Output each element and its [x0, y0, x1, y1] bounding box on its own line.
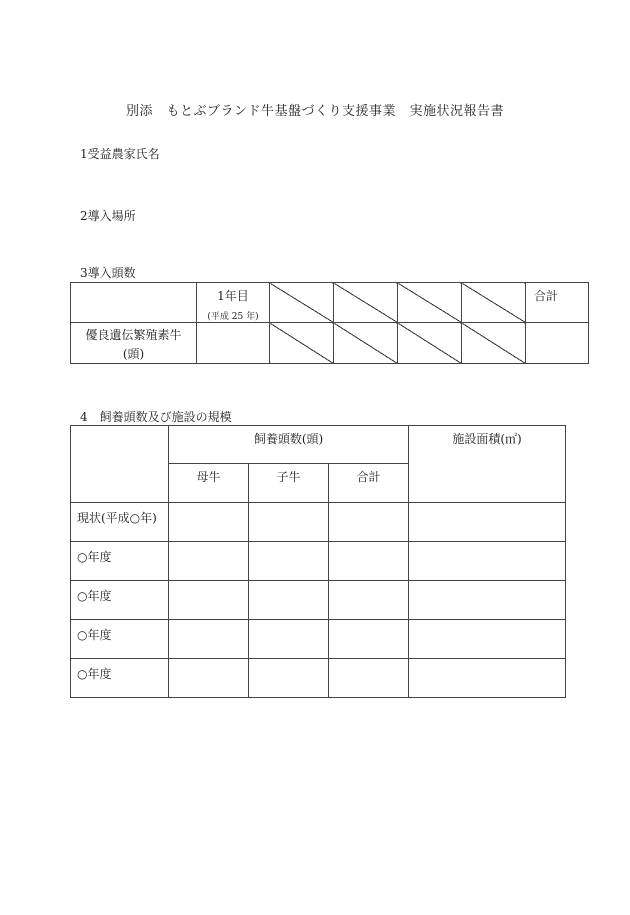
row-label: ○年度 [71, 581, 169, 620]
col-total: 合計 [329, 464, 409, 503]
scale-table [70, 425, 566, 698]
data-cell [409, 620, 566, 659]
col-calf: 子牛 [249, 464, 329, 503]
slashed-cell [334, 323, 398, 364]
row-label: ○年度 [71, 542, 169, 581]
year1-sublabel: (平成 25 年) [207, 312, 259, 322]
empty-header-cell [71, 426, 169, 503]
year1-label: 1年目 [217, 289, 249, 303]
total-header: 合計 [526, 283, 589, 323]
col-mother: 母牛 [169, 464, 249, 503]
data-cell [409, 659, 566, 698]
data-cell [329, 659, 409, 698]
slashed-cell [270, 283, 334, 323]
section-head-count: 3導入頭数 [80, 266, 136, 280]
data-cell [249, 542, 329, 581]
head-count-table [70, 282, 589, 364]
section-recipient-name: 1受益農家氏名 [80, 147, 160, 161]
total-value-cell [526, 323, 589, 364]
data-cell [329, 581, 409, 620]
header-group-herd: 飼養頭数(頭) [169, 426, 409, 464]
data-cell [249, 503, 329, 542]
empty-header-cell [71, 283, 197, 323]
data-cell [169, 581, 249, 620]
data-cell [409, 503, 566, 542]
slashed-cell [270, 323, 334, 364]
data-cell [169, 503, 249, 542]
data-cell [249, 659, 329, 698]
data-cell [329, 620, 409, 659]
year1-header [197, 283, 270, 323]
data-cell [409, 542, 566, 581]
data-cell [169, 659, 249, 698]
data-cell [249, 620, 329, 659]
section-scale: 4 飼養頭数及び施設の規模 [80, 410, 232, 424]
year1-value-cell [197, 323, 270, 364]
header-facility-area: 施設面積(㎡) [409, 426, 566, 503]
slashed-cell [398, 323, 462, 364]
document-title: 別添 もとぶブランド牛基盤づくり支援事業 実施状況報告書 [125, 104, 504, 119]
row-label: ○年度 [71, 620, 169, 659]
data-cell [169, 620, 249, 659]
data-cell [169, 542, 249, 581]
slashed-cell [334, 283, 398, 323]
data-cell [329, 542, 409, 581]
section-location: 2導入場所 [80, 209, 136, 223]
row-label-cattle: 優良遺伝繁殖素牛 (頭) [71, 323, 197, 364]
row-label: ○年度 [71, 659, 169, 698]
data-cell [329, 503, 409, 542]
data-cell [249, 581, 329, 620]
row-label: 現状(平成○年) [71, 503, 169, 542]
slashed-cell [462, 283, 526, 323]
data-cell [409, 581, 566, 620]
slashed-cell [462, 323, 526, 364]
slashed-cell [398, 283, 462, 323]
